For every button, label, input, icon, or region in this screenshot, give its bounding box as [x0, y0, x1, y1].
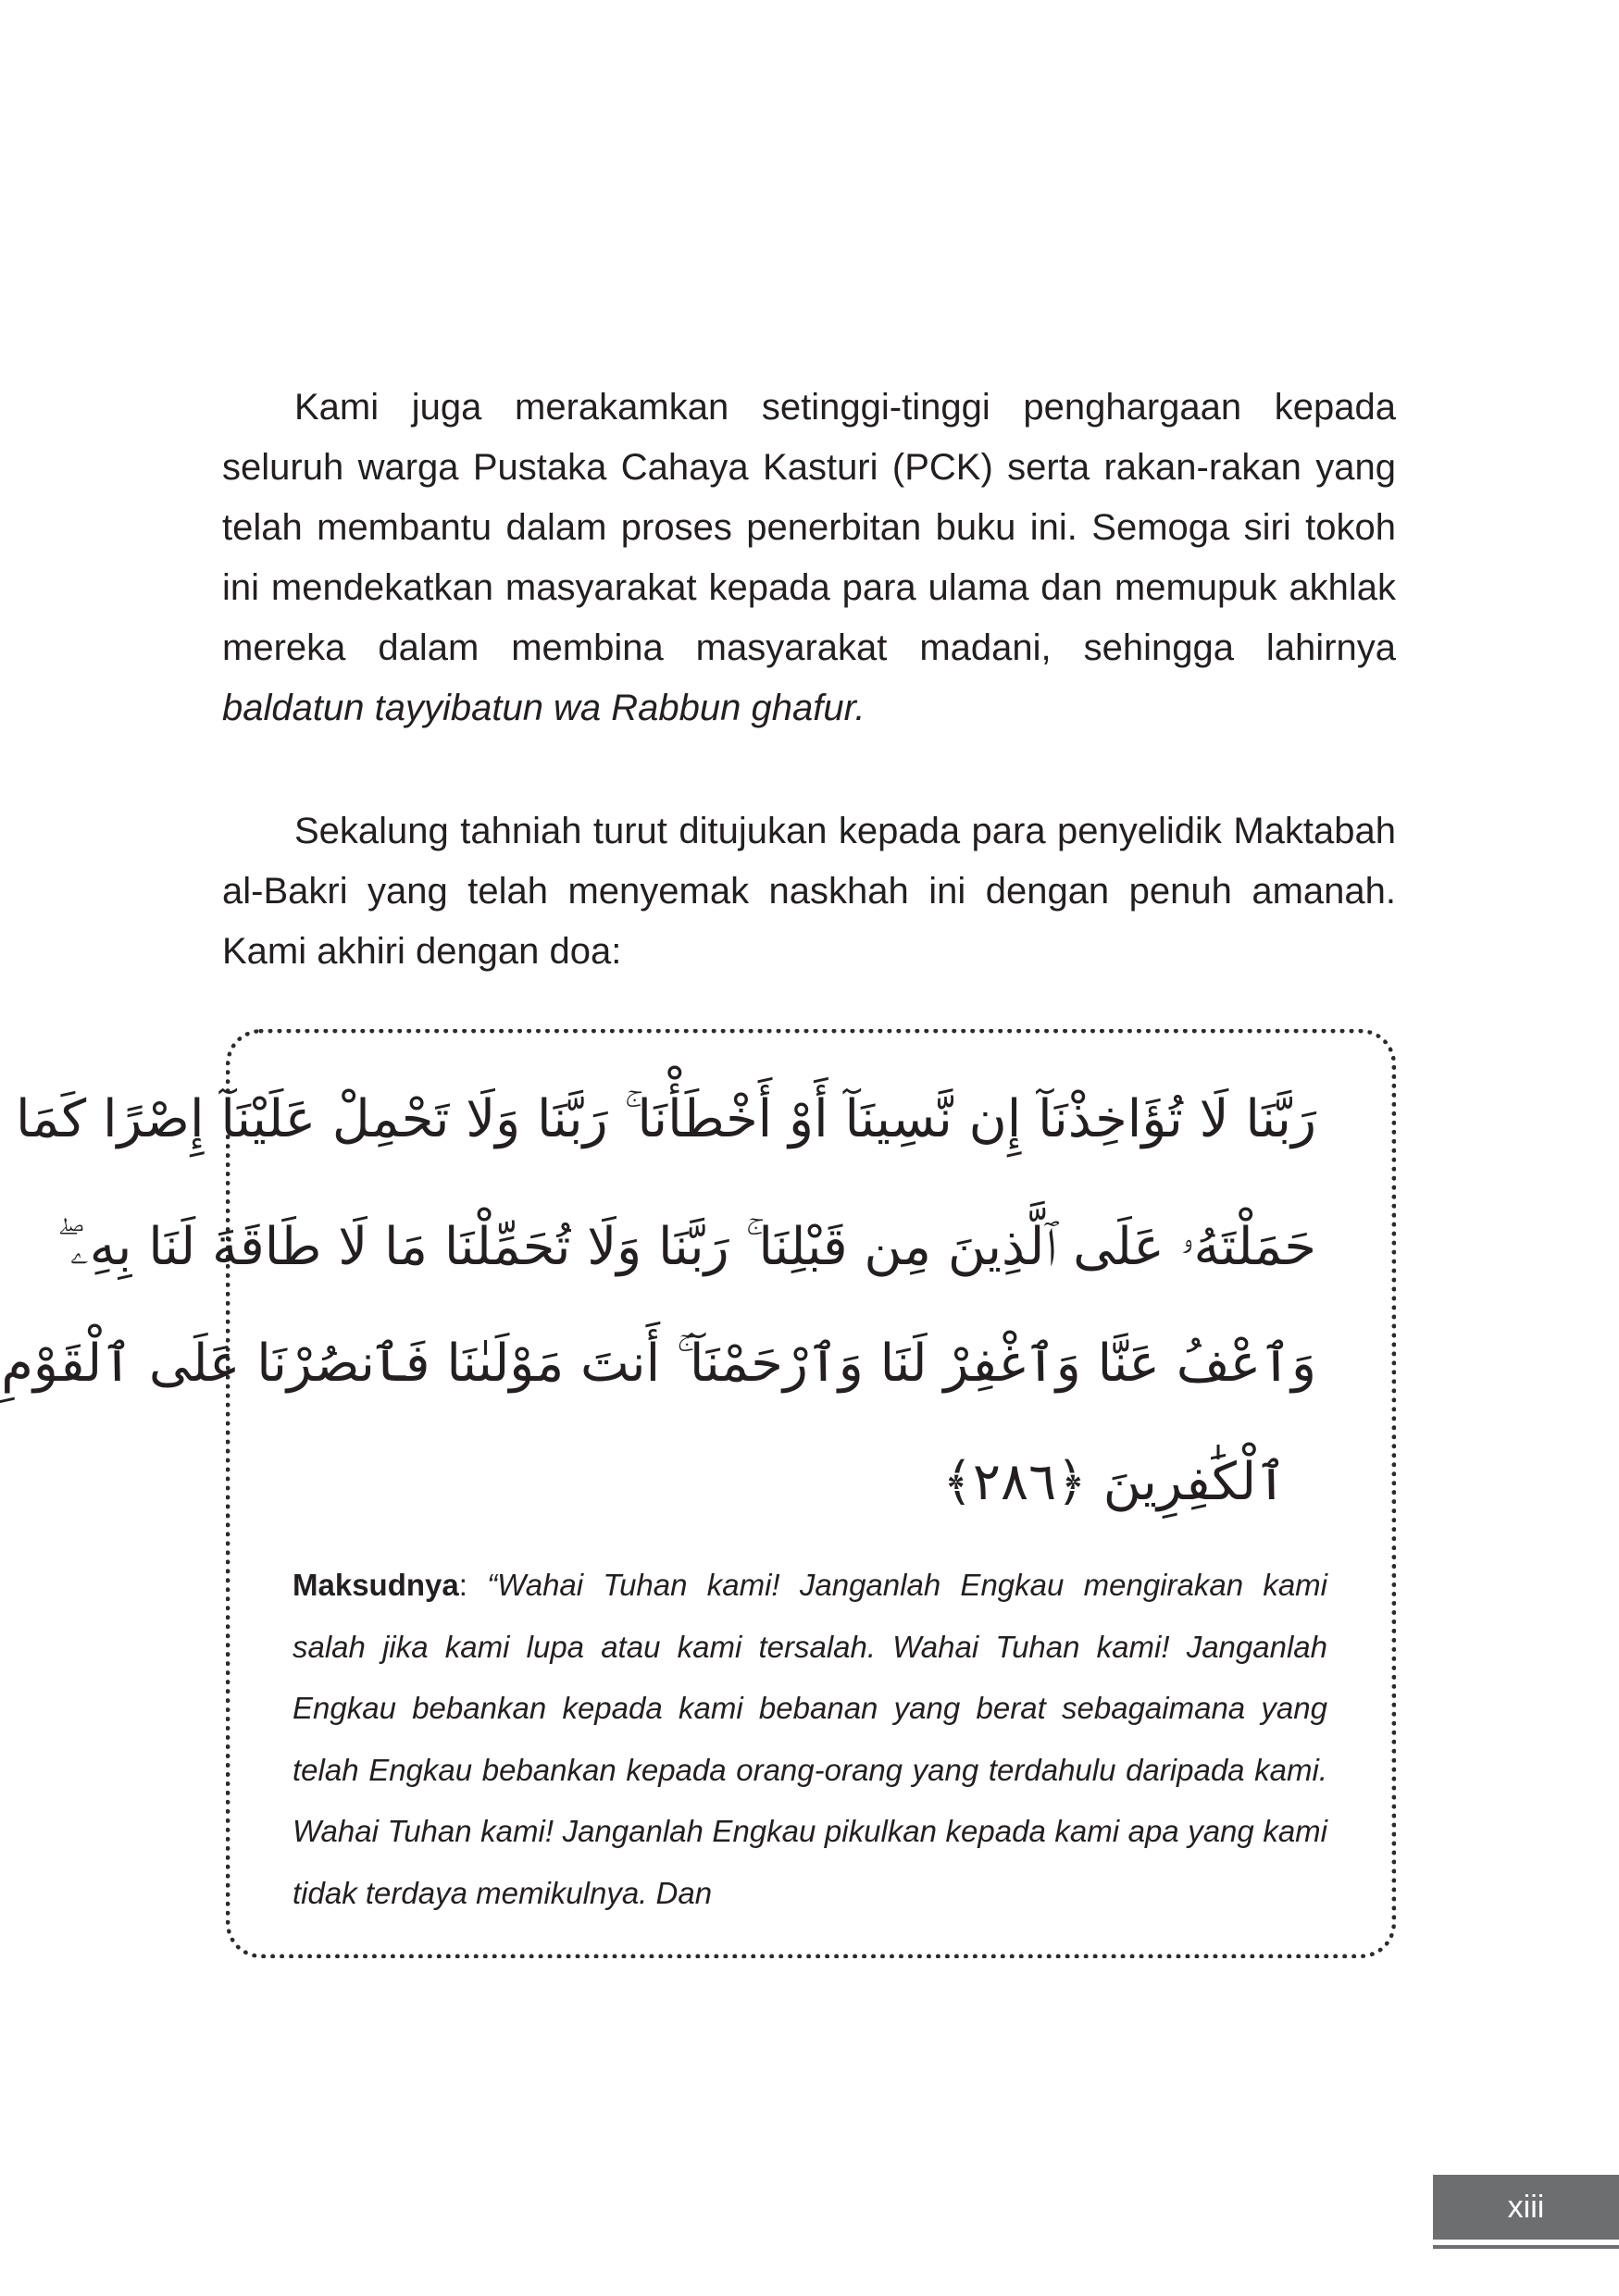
congratulation-paragraph: [222, 801, 1396, 982]
page-number: xiii: [1507, 2189, 1545, 2225]
arabic-verse-line: وَٱعْفُ عَنَّا وَٱغْفِرْ لَنَا وَٱرْحَمْنَآ ۚ أَنتَ مَوْلَىٰنَا فَٱنصُرْنَا عَلَى ٱلْقَوْمِ: [1, 1334, 1316, 1394]
verse-translation: Maksudnya: “Wahai Tuhan kami! Janganlah Engkau mengirakan kami salah jika kami lupa atau kami tersalah. Wahai Tuhan kami! Janganlah Engkau bebankan kepada kami bebanan yang berat sebagaimana yang telah Engkau bebankan kepada orang-orang yang terdahulu daripada kami. Wahai Tuhan kami! Janganlah Engkau pikulkan kepada kami apa yang kami tidak terdaya memikulnya. Dan: [293, 1568, 1327, 1910]
paragraph-italic-phrase: baldatun tayyibatun wa Rabbun ghafur.: [222, 688, 866, 728]
arabic-verse-line: حَمَلْتَهُۥ عَلَى ٱلَّذِينَ مِن قَبْلِنَا ۚ رَبَّنَا وَلَا تُحَمِّلْنَا مَا لَا طَاقَةَ لَنَا بِهِۦ ۖ: [56, 1217, 1316, 1277]
page-number-tab: [1433, 2175, 1619, 2240]
acknowledgement-paragraph: [222, 378, 1396, 738]
paragraph-text: Kami juga merakamkan setinggi-tinggi penghargaan kepada seluruh warga Pustaka Cahaya Kasturi (PCK) serta rakan-rakan yang telah membantu dalam proses penerbitan buku ini. Semoga siri tokoh ini mendekatkan masyarakat kepada para ulama dan memupuk akhlak mereka dalam membina masyarakat madani, sehingga lahirnya: [222, 387, 1396, 668]
translation-label: Maksudnya: [293, 1568, 459, 1602]
page-tab-underline: [1433, 2245, 1619, 2249]
arabic-verse-line: ٱلْكَٰفِرِينَ ﴿٢٨٦﴾: [942, 1452, 1287, 1512]
paragraph-text: Sekalung tahniah turut ditujukan kepada para penyelidik Maktabah al-Bakri yang telah menyemak naskhah ini dengan penuh amanah. Kami akhiri dengan doa:: [222, 811, 1396, 972]
arabic-verse-line: رَبَّنَا لَا تُؤَاخِذْنَآ إِن نَّسِينَآ أَوْ أَخْطَأْنَا ۚ رَبَّنَا وَلَا تَحْمِلْ عَلَيْنَآ إِصْرًا كَمَا: [16, 1089, 1316, 1149]
translation-text: “Wahai Tuhan kami! Janganlah Engkau mengirakan kami salah jika kami lupa atau kami tersalah. Wahai Tuhan kami! Janganlah Engkau bebankan kepada kami bebanan yang berat sebagaimana yang telah Engkau bebankan kepada orang-orang yang terdahulu daripada kami. Wahai Tuhan kami! Janganlah Engkau pikulkan kepada kami apa yang kami tidak terdaya memikulnya. Dan: [293, 1568, 1327, 1910]
